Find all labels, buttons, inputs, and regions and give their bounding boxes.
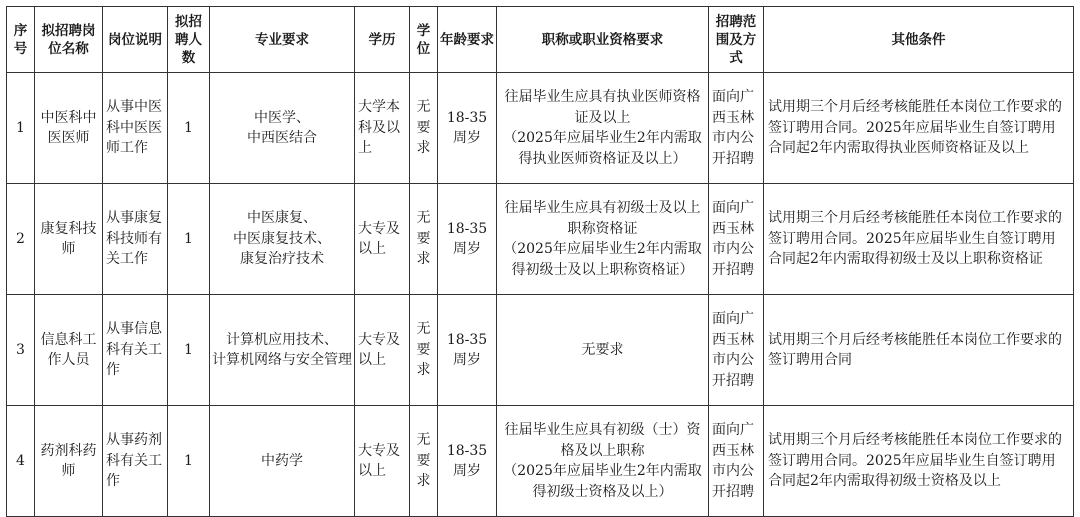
- cell-seq: 3: [7, 295, 35, 406]
- cell-age: 18-35周岁: [438, 406, 497, 517]
- cell-scope: 面向广西玉林市内公开招聘: [709, 73, 764, 184]
- cell-description: 从事康复科技师有关工作: [103, 184, 168, 295]
- cell-scope: 面向广西玉林市内公开招聘: [709, 295, 764, 406]
- cell-other-conditions: 试用期三个月后经考核能胜任本岗位工作要求的签订聘用合同: [764, 295, 1074, 406]
- cell-scope: 面向广西玉林市内公开招聘: [709, 184, 764, 295]
- header-description: 岗位说明: [103, 7, 168, 73]
- header-title-requirement: 职称或职业资格要求: [497, 7, 709, 73]
- cell-other-conditions: 试用期三个月后经考核能胜任本岗位工作要求的签订聘用合同。2025年应届毕业生自签订聘用合同起2年内需取得执业医师资格证及以上: [764, 73, 1074, 184]
- header-age: 年龄要求: [438, 7, 497, 73]
- cell-education: 大专及以上: [355, 184, 410, 295]
- table-row: [7, 406, 1074, 517]
- cell-other-conditions: 试用期三个月后经考核能胜任本岗位工作要求的签订聘用合同。2025年应届毕业生自签订聘用合同起2年内需取得初级士及以上职称资格证: [764, 184, 1074, 295]
- cell-education: 大专及以上: [355, 406, 410, 517]
- cell-degree: 无要求: [410, 406, 438, 517]
- cell-education: 大专及以上: [355, 295, 410, 406]
- cell-title-requirement: 无要求: [497, 295, 709, 406]
- cell-scope: 面向广西玉林市内公开招聘: [709, 406, 764, 517]
- cell-title-requirement: 往届毕业生应具有执业医师资格证及以上 （2025年应届毕业生2年内需取得执业医师资格证及以上）: [497, 73, 709, 184]
- cell-seq: 4: [7, 406, 35, 517]
- table-row: [7, 184, 1074, 295]
- cell-other-conditions: 试用期三个月后经考核能胜任本岗位工作要求的签订聘用合同。2025年应届毕业生自签订聘用合同起2年内需取得初级士资格及以上: [764, 406, 1074, 517]
- cell-position-name: 药剂科药师: [35, 406, 103, 517]
- cell-seq: 2: [7, 184, 35, 295]
- cell-major: 中医学、 中西医结合: [210, 73, 355, 184]
- cell-count: 1: [168, 295, 210, 406]
- cell-title-requirement: 往届毕业生应具有初级士及以上职称资格证 （2025年应届毕业生2年内需取得初级士及以上职称资格证）: [497, 184, 709, 295]
- cell-age: 18-35周岁: [438, 184, 497, 295]
- table-row: [7, 295, 1074, 406]
- cell-major: 计算机应用技术、 计算机网络与安全管理: [210, 295, 355, 406]
- header-seq: 序号: [7, 7, 35, 73]
- cell-education: 大学本科及以上: [355, 73, 410, 184]
- cell-position-name: 中医科中医医师: [35, 73, 103, 184]
- cell-position-name: 信息科工作人员: [35, 295, 103, 406]
- header-education: 学历: [355, 7, 410, 73]
- cell-description: 从事中医科中医医师工作: [103, 73, 168, 184]
- cell-count: 1: [168, 406, 210, 517]
- header-scope: 招聘范围及方式: [709, 7, 764, 73]
- cell-age: 18-35周岁: [438, 73, 497, 184]
- header-position-name: 拟招聘岗位名称: [35, 7, 103, 73]
- cell-degree: 无要求: [410, 184, 438, 295]
- cell-major: 中药学: [210, 406, 355, 517]
- cell-count: 1: [168, 184, 210, 295]
- cell-count: 1: [168, 73, 210, 184]
- cell-major: 中医康复、 中医康复技术、 康复治疗技术: [210, 184, 355, 295]
- cell-degree: 无要求: [410, 295, 438, 406]
- cell-position-name: 康复科技师: [35, 184, 103, 295]
- table-header-row: [7, 7, 1074, 73]
- cell-seq: 1: [7, 73, 35, 184]
- recruitment-table: [6, 6, 1074, 517]
- header-major: 专业要求: [210, 7, 355, 73]
- cell-description: 从事信息科有关工作: [103, 295, 168, 406]
- cell-title-requirement: 往届毕业生应具有初级（士）资格及以上职称 （2025年应届毕业生2年内需取得初级士资格及以上）: [497, 406, 709, 517]
- table-row: [7, 73, 1074, 184]
- cell-description: 从事药剂科有关工作: [103, 406, 168, 517]
- header-degree: 学位: [410, 7, 438, 73]
- header-count: 拟招聘人数: [168, 7, 210, 73]
- cell-degree: 无要求: [410, 73, 438, 184]
- header-other-conditions: 其他条件: [764, 7, 1074, 73]
- cell-age: 18-35周岁: [438, 295, 497, 406]
